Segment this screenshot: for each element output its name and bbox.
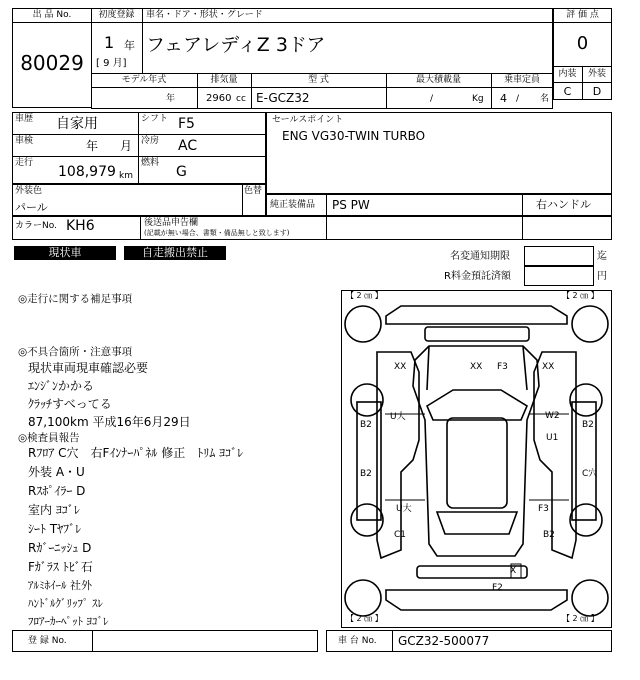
mark-u-left: U大 <box>390 412 406 422</box>
list-item: 室内 ﾖｺﾞﾚ <box>28 503 80 517</box>
inspector-title: ◎検査員報告 <box>18 432 80 444</box>
corner-label-bl: 【 2 ㎝ 】 <box>346 614 383 623</box>
displacement: 2960 <box>206 93 232 104</box>
type-label: 型 式 <box>308 75 329 85</box>
docs-label: 後送品申告欄 <box>144 218 199 228</box>
no-self-drive-badge: 自走搬出禁止 <box>124 246 226 260</box>
mark-b2-right-1: B2 <box>582 420 594 430</box>
mark-w2: W2 <box>545 411 560 421</box>
color-value: パール <box>15 201 48 214</box>
inspection-year: 年 <box>86 139 99 153</box>
ac-label: 冷房 <box>141 136 160 146</box>
sales-point-label: セールスポイント <box>272 115 344 125</box>
sales-point-value: ENG VG30-TWIN TURBO <box>282 129 426 143</box>
inspection-month: 月 <box>120 139 133 153</box>
driving-notes-title: ◎走行に関する補足事項 <box>18 293 133 305</box>
docs-note: (記載が無い場合、書類・備品無しと致します) <box>144 229 290 237</box>
shift-label: シフト <box>141 114 169 124</box>
interior-label: 内装 <box>558 69 577 79</box>
equipment-value: PS PW <box>332 198 370 212</box>
capacity-value: 4 <box>500 92 507 105</box>
history-value: 自家用 <box>56 116 98 132</box>
name-change-label: 名変通知期限 <box>450 251 510 262</box>
list-item: ﾊﾝﾄﾞﾙｸﾞﾘｯﾌﾟ ｽﾚ <box>28 597 103 610</box>
capacity-unit: 名 <box>540 94 550 104</box>
displacement-unit: cc <box>236 94 246 104</box>
list-item: 外装 A・U <box>28 465 85 479</box>
color-no-value: KH6 <box>66 218 95 234</box>
recycle-unit: 円 <box>597 271 607 282</box>
corner-label-tl: 【 2 ㎝ 】 <box>346 291 383 300</box>
model-year-label: モデル年式 <box>121 75 167 85</box>
reg-no-label: 登 録 No. <box>28 636 67 646</box>
type-value: E-GCZ32 <box>256 91 310 105</box>
mark-b2-left-2: B2 <box>360 469 372 479</box>
exterior-grade: D <box>592 85 602 98</box>
list-item: ｸﾗｯﾁすべってる <box>28 397 112 411</box>
list-item: ｱﾙﾐﾎｲｰﾙ 社外 <box>28 579 92 592</box>
first-reg-month: [ 9 月] <box>96 58 127 69</box>
mark-f3-hood: F3 <box>497 362 508 372</box>
model-year-unit: 年 <box>166 94 176 104</box>
list-item: Fｶﾞﾗｽ ﾄﾋﾞ石 <box>28 560 93 574</box>
mileage-unit: km <box>119 171 133 181</box>
list-item: 87,100km 平成16年6月29日 <box>28 415 191 429</box>
mark-f2-rear: F2 <box>492 583 503 593</box>
color-box <box>12 184 266 216</box>
list-item: ﾌﾛｱｰｶｰﾍﾟｯﾄ ﾖｺﾞﾚ <box>28 615 109 628</box>
score-value: 0 <box>576 33 589 54</box>
ac-value: AC <box>178 138 198 154</box>
recycle-label: R料金預託済額 <box>444 271 511 282</box>
list-item: ｴﾝｼﾞﾝかかる <box>28 379 95 393</box>
list-item: Rﾌﾛｱ C穴 右Fｲﾝﾅｰﾊﾟﾈﾙ 修正 ﾄﾘﾑ ﾖｺﾞﾚ <box>28 446 244 460</box>
load-label: 最大積載量 <box>415 75 461 85</box>
exterior-label: 外装 <box>587 69 606 79</box>
load-unit: Kg <box>472 94 484 104</box>
inspection-label: 車検 <box>15 136 34 146</box>
mark-x-rear: X <box>510 566 517 576</box>
mileage-value: 108,979 <box>58 164 116 180</box>
name-label: 車名・ドア・形状・グレード <box>146 10 263 20</box>
equipment-label: 純正装備品 <box>270 200 316 210</box>
mark-u-left-2: U大 <box>396 504 412 514</box>
list-item: 現状車両現車確認必要 <box>28 361 149 375</box>
mileage-label: 走行 <box>15 158 34 168</box>
history-label: 車歴 <box>15 114 34 124</box>
recycle-field <box>524 266 594 286</box>
name-change-field <box>524 246 594 266</box>
first-reg-year: 1 <box>104 33 115 52</box>
corner-label-tr: 【 2 ㎝ 】 <box>562 291 599 300</box>
color-no-label: カラーNo. <box>15 221 57 231</box>
car-outline-diagram <box>341 290 612 628</box>
load-slash: / <box>430 94 434 104</box>
color-label: 外装色 <box>15 186 43 196</box>
current-car-badge: 現状車 <box>14 246 116 260</box>
mark-xx-front-right: XX <box>542 362 555 372</box>
name-change-unit: 迄 <box>597 251 607 262</box>
list-item: Rｽﾎﾟｲﾗｰ D <box>28 484 86 498</box>
mark-c-hole: C穴 <box>582 469 598 479</box>
mark-c1: C1 <box>394 530 407 540</box>
fuel-label: 燃料 <box>141 158 160 168</box>
displacement-label: 排気量 <box>210 75 238 85</box>
first-reg-label: 初度登録 <box>98 10 135 20</box>
lot-no-label: 出 品 No. <box>32 10 72 20</box>
lot-no: 80029 <box>20 51 84 75</box>
mark-b2-right-2: B2 <box>543 530 555 540</box>
mark-f3-right: F3 <box>538 504 549 514</box>
first-reg-year-unit: 年 <box>124 39 135 52</box>
capacity-slash: / <box>516 94 520 104</box>
shift-value: F5 <box>178 116 195 132</box>
list-item: Rｶﾞｰﾆｯｼｭ D <box>28 541 92 555</box>
mark-xx-hood: XX <box>470 362 483 372</box>
score-label: 評 価 点 <box>566 10 599 20</box>
recolor-label: 色替 <box>244 186 263 196</box>
handle-value: 右ハンドル <box>536 198 591 211</box>
mark-xx-front-left: XX <box>394 362 407 372</box>
details-box <box>12 112 266 184</box>
mark-b2-left-1: B2 <box>360 420 372 430</box>
fuel-value: G <box>176 164 187 180</box>
defects-title: ◎不具合箇所・注意事項 <box>18 346 133 358</box>
list-item: ｼｰﾄ Tﾔﾌﾞﾚ <box>28 522 82 536</box>
capacity-label: 乗車定員 <box>503 75 540 85</box>
interior-grade: C <box>563 85 572 98</box>
car-name: フェアレディZ 3ドア <box>146 34 326 56</box>
mark-u1: U1 <box>546 433 559 443</box>
chassis-no: GCZ32-500077 <box>398 634 490 648</box>
chassis-label: 車 台 No. <box>338 636 377 646</box>
corner-label-br: 【 2 ㎝ 】 <box>562 614 599 623</box>
